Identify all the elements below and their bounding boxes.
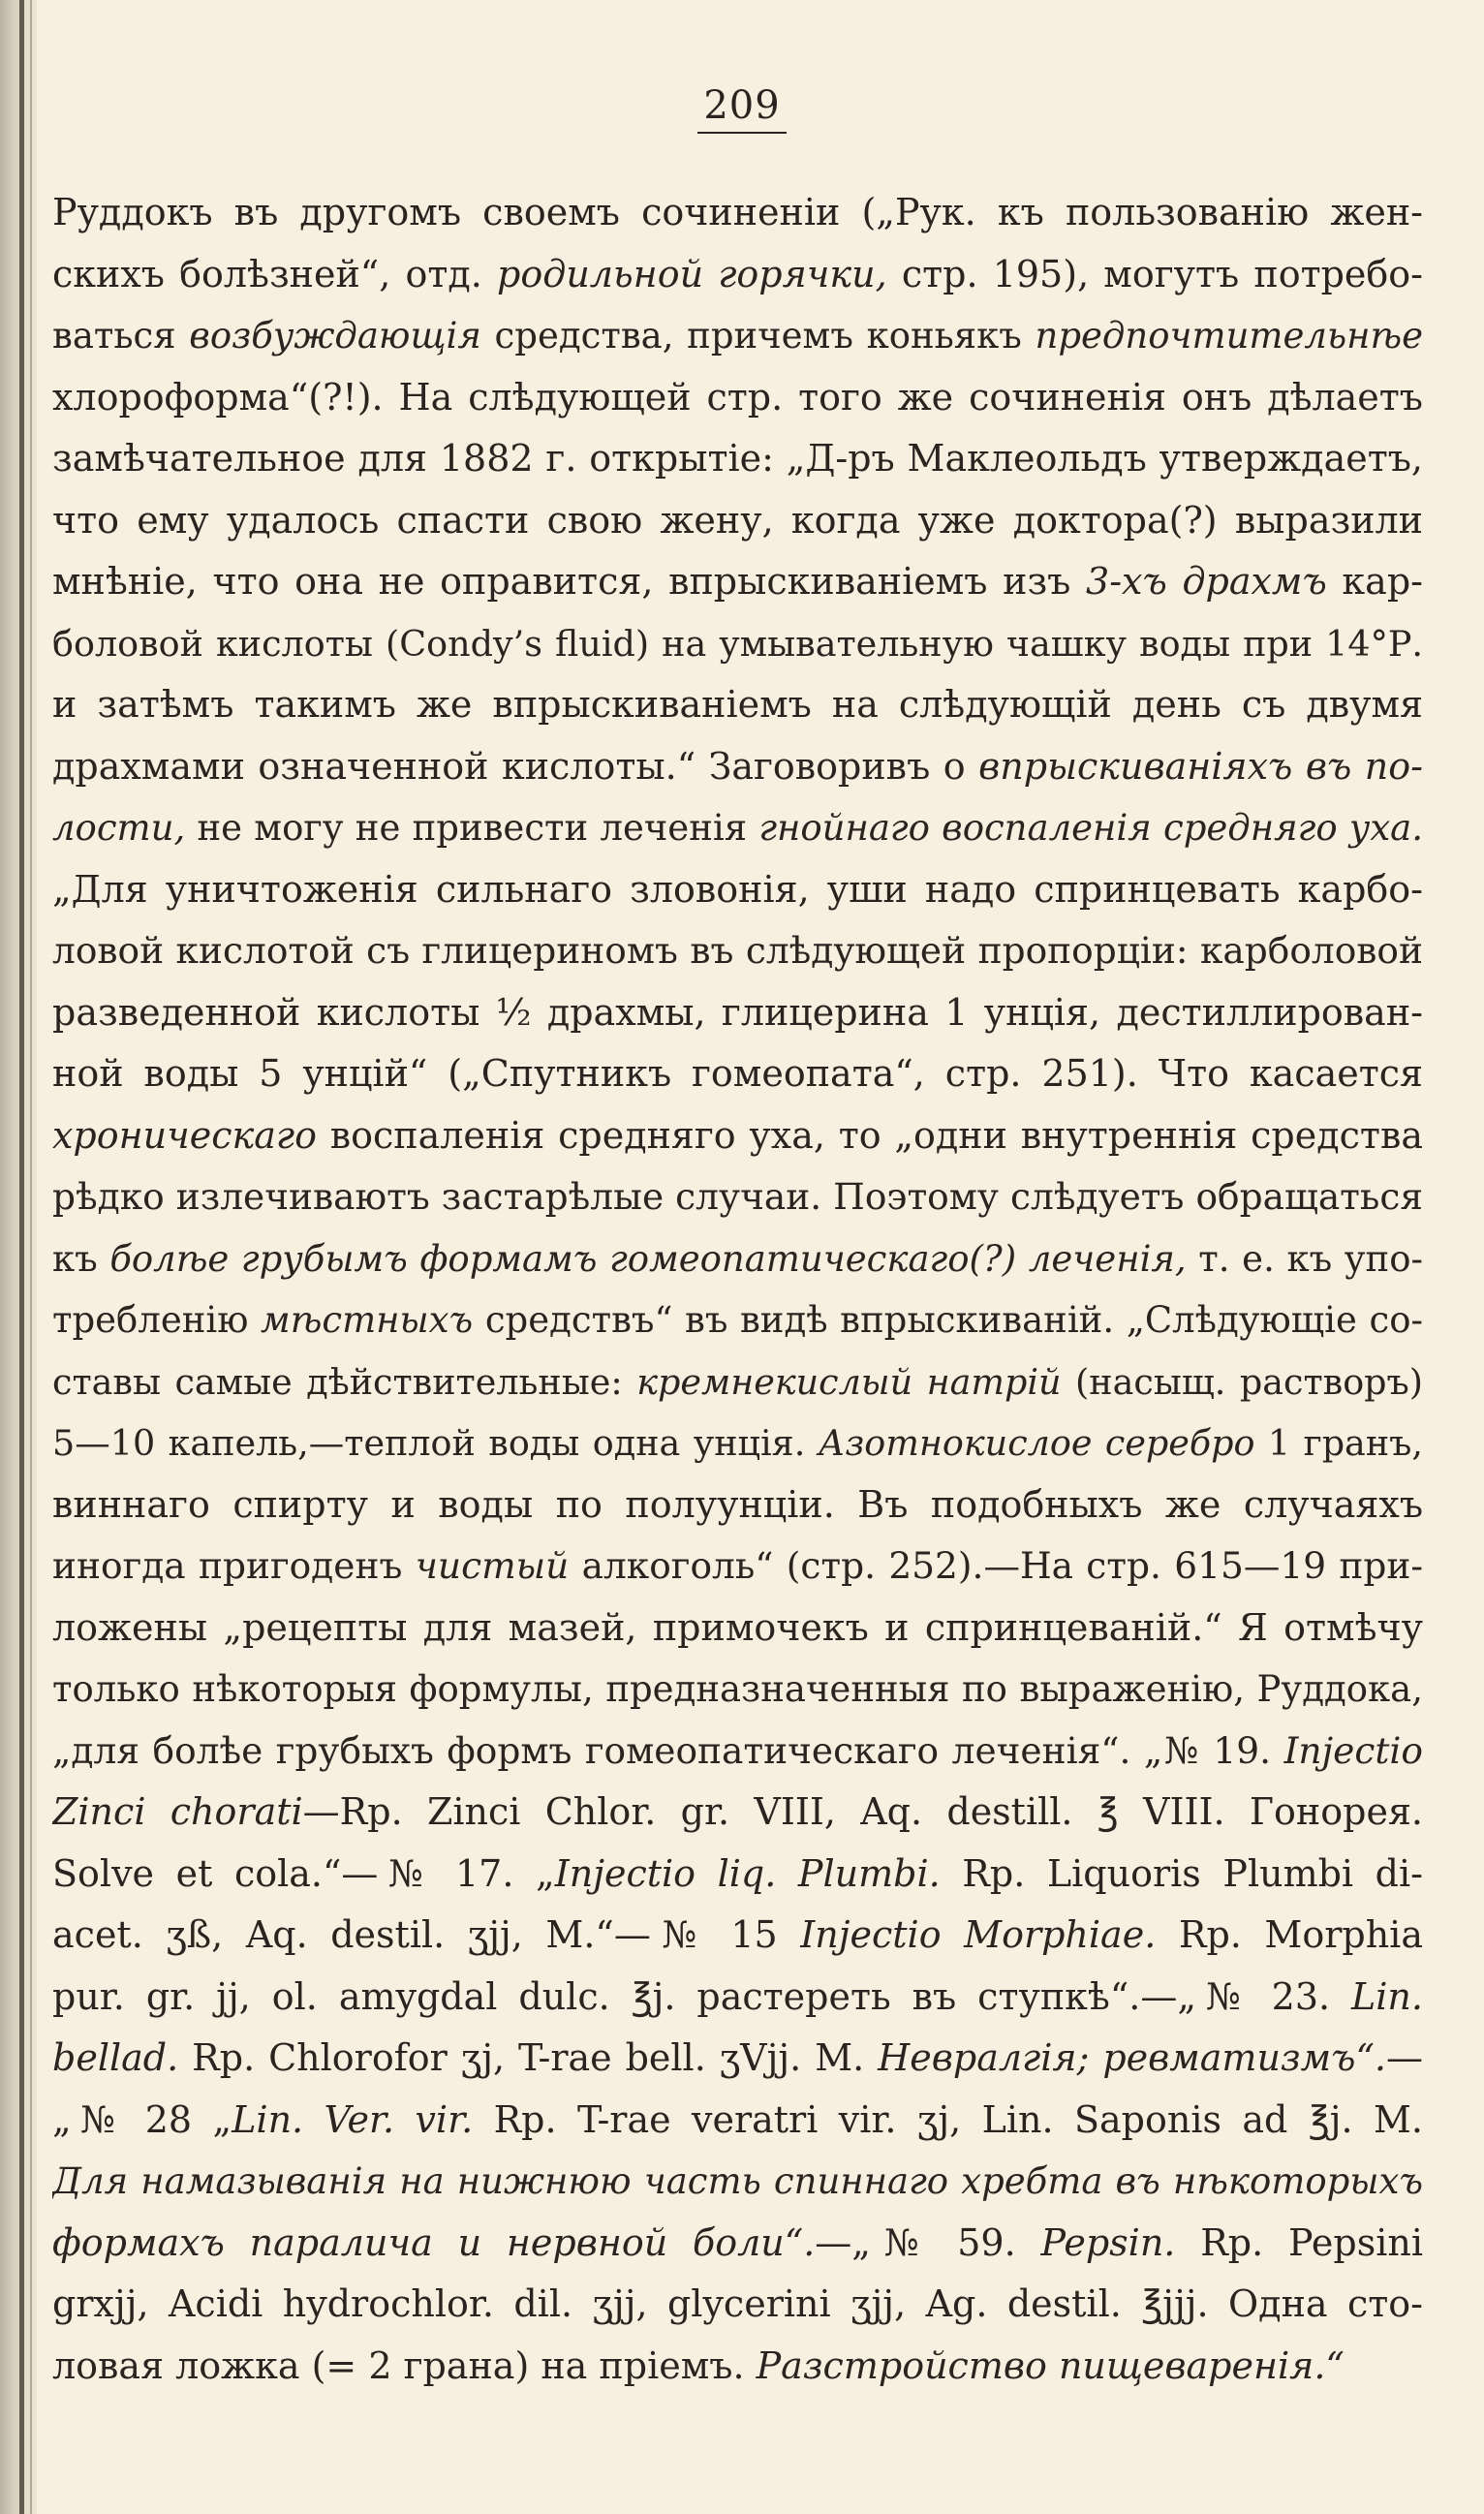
text-segment: Rp. T-rae veratri vir. ʒj, Lin. Saponis ad ℥j. M. xyxy=(473,2097,1423,2141)
text-segment: алкоголь“ (стр. 252).—На стр. 615—19 при- xyxy=(569,1544,1423,1587)
italic-text-segment: Injectio xyxy=(1283,1728,1423,1772)
body-text xyxy=(52,182,1423,2397)
italic-text-segment: мѣстныхъ xyxy=(261,1299,474,1341)
text-segment: ставы самые дѣйствительные: xyxy=(52,1360,637,1403)
text-line xyxy=(52,182,1423,244)
text-segment: ваться xyxy=(52,315,190,357)
text-segment: Rp. Liquoris Plumbi di- xyxy=(940,1851,1423,1895)
text-segment: воспаленія средняго уха, то „одни внутреннія средства xyxy=(316,1113,1423,1157)
text-segment: 1 гранъ, xyxy=(1254,1422,1423,1464)
text-line xyxy=(52,244,1423,306)
text-segment: и затѣмъ такимъ же впрыскиваніемъ на слѣдующій день съ двумя xyxy=(52,683,1423,726)
text-segment: ной воды 5 унцій“ („Спутникъ гомеопата“, стр. 251). Что касается xyxy=(52,1052,1423,1095)
text-segment: „№ 28 „ xyxy=(52,2097,232,2141)
binding-shadow-thin-line xyxy=(30,0,32,2514)
text-segment: ловой кислотой съ глицериномъ въ слѣдующей пропорціи: карболовой xyxy=(52,929,1423,972)
italic-text-segment: лости, xyxy=(52,807,186,849)
text-line xyxy=(52,2090,1423,2152)
italic-text-segment: Injectio liq. Plumbi. xyxy=(554,1851,941,1895)
italic-text-segment: bellad. xyxy=(52,2036,179,2079)
text-line xyxy=(52,2213,1423,2275)
text-segment: — xyxy=(1386,2036,1423,2079)
text-line xyxy=(52,1598,1423,1660)
italic-text-segment: болѣе грубымъ формамъ гомеопатическаго(?) леченія, xyxy=(109,1237,1187,1280)
text-segment: т. е. къ упо- xyxy=(1186,1237,1423,1280)
italic-text-segment: Zinci chorati xyxy=(52,1790,303,1833)
text-line xyxy=(52,1289,1423,1351)
italic-text-segment: родильной горячки, xyxy=(497,252,887,295)
binding-shadow-line xyxy=(19,0,24,2514)
text-line xyxy=(52,1105,1423,1167)
text-segment: къ xyxy=(52,1237,110,1280)
text-line xyxy=(52,1844,1423,1906)
italic-text-segment: чистый xyxy=(415,1544,570,1587)
text-segment: стр. 195), могутъ потребо- xyxy=(886,252,1423,295)
page-number: 209 xyxy=(697,83,786,134)
text-line xyxy=(52,1721,1423,1783)
text-line xyxy=(52,367,1423,429)
text-segment: ловая ложка (= 2 грана) на пріемъ. xyxy=(52,2343,757,2387)
italic-text-segment: Невралгія; ревматизмъ“. xyxy=(878,2036,1386,2079)
text-line xyxy=(52,2274,1423,2336)
text-segment: 5—10 капель,—теплой воды одна унція. xyxy=(52,1422,819,1464)
italic-text-segment: предпочтительнѣе xyxy=(1035,315,1423,357)
italic-text-segment: Lin. Ver. vir. xyxy=(232,2097,474,2141)
text-line xyxy=(52,859,1423,921)
text-line xyxy=(52,920,1423,982)
text-line xyxy=(52,1782,1423,1844)
text-line xyxy=(52,490,1423,552)
text-segment: скихъ болѣзней“, отд. xyxy=(52,252,498,295)
text-segment: Rp. Morphia xyxy=(1156,1913,1423,1956)
italic-text-segment: впрыскиваніяхъ въ по- xyxy=(978,744,1423,788)
text-line xyxy=(52,1659,1423,1721)
text-line xyxy=(52,305,1423,367)
text-segment: —Rp. Zinci Chlor. gr. VIII, Aq. destill. ℥ VIII. Гонорея. xyxy=(302,1790,1423,1833)
italic-text-segment: возбуждающія xyxy=(189,315,481,357)
text-segment: рѣдко излечиваютъ застарѣлые случаи. Поэтому слѣдуетъ обращаться xyxy=(52,1175,1423,1218)
page-number-container xyxy=(0,83,1484,128)
text-line xyxy=(52,1905,1423,1967)
text-segment: —„№ 59. xyxy=(815,2220,1041,2264)
text-segment: замѣчательное для 1882 г. открытіе: „Д-ръ Маклеольдъ утверждаетъ, xyxy=(52,437,1423,480)
text-line xyxy=(52,551,1423,613)
italic-text-segment: Разстройство пищеваренія.“ xyxy=(756,2343,1345,2387)
text-segment: „для болѣе грубыхъ формъ гомеопатическаго леченія“. „№ 19. xyxy=(52,1728,1284,1772)
text-line xyxy=(52,674,1423,736)
italic-text-segment: хроническаго xyxy=(52,1113,317,1157)
text-segment: требленію xyxy=(52,1299,262,1341)
text-segment: не могу не привести леченія xyxy=(185,807,759,849)
text-line xyxy=(52,2028,1423,2090)
text-line xyxy=(52,2151,1423,2213)
italic-text-segment: кремнекислый натрій xyxy=(636,1360,1062,1403)
text-line xyxy=(52,797,1423,859)
italic-text-segment: формахъ паралича и нервной боли“. xyxy=(52,2220,816,2264)
text-line xyxy=(52,1228,1423,1290)
text-segment: хлороформа“(?!). На слѣдующей стр. того же сочиненія онъ дѣлаетъ xyxy=(52,375,1423,419)
text-segment: (насыщ. растворъ) xyxy=(1061,1360,1423,1403)
text-segment: „Для уничтоженія сильнаго зловонія, уши надо спринцевать карбо- xyxy=(52,867,1423,911)
text-segment: pur. gr. jj, ol. amygdal dulc. ℥j. растереть въ ступкѣ“.—„№ 23. xyxy=(52,1974,1352,2018)
text-segment: кар- xyxy=(1326,560,1423,603)
text-segment: иногда пригоденъ xyxy=(52,1544,416,1587)
italic-text-segment: Lin. xyxy=(1351,1974,1423,2018)
text-segment: что ему удалось спасти свою жену, когда уже доктора(?) выразили xyxy=(52,498,1423,542)
text-line xyxy=(52,1967,1423,2029)
text-line xyxy=(52,2336,1423,2398)
text-segment: драхмами означенной кислоты.“ Заговоривъ о xyxy=(52,744,979,788)
text-segment: acet. ʒß, Aq. destil. ʒjj, M.“—№ 15 xyxy=(52,1913,801,1956)
italic-text-segment: гнойнаго воспаленія средняго уха. xyxy=(758,807,1423,849)
text-segment: grxjj, Acidi hydrochlor. dil. ʒjj, glycerini ʒjj, Ag. destil. ℥jjj. Одна сто- xyxy=(52,2282,1423,2325)
italic-text-segment: Pepsin. xyxy=(1040,2220,1176,2264)
text-segment: боловой кислоты (Condy’s fluid) на умывательную чашку воды при 14°Р. xyxy=(52,622,1423,665)
text-segment: ложены „рецепты для мазей, примочекъ и спринцеваній.“ Я отмѣчу xyxy=(52,1605,1423,1649)
text-segment: Solve et cola.“—№ 17. „ xyxy=(52,1851,555,1895)
text-line xyxy=(52,428,1423,490)
text-segment: только нѣкоторыя формулы, предназначенныя по выраженію, Руддока, xyxy=(52,1668,1423,1710)
italic-text-segment: Для намазыванія на нижнюю часть спиннаго хребта въ нѣкоторыхъ xyxy=(52,2160,1423,2202)
text-line xyxy=(52,1351,1423,1413)
text-segment: средства, причемъ коньякъ xyxy=(480,315,1036,357)
italic-text-segment: Injectio Morphiae. xyxy=(800,1913,1157,1956)
text-segment: мнѣніе, что она не оправится, впрыскиваніемъ изъ xyxy=(52,560,1087,603)
text-line xyxy=(52,982,1423,1044)
text-line xyxy=(52,1536,1423,1598)
text-line xyxy=(52,1412,1423,1474)
italic-text-segment: Азотнокислое серебро xyxy=(818,1422,1255,1464)
text-segment: Rp. Chlorofor ʒj, T-rae bell. ʒVjj. M. xyxy=(178,2036,879,2079)
text-line xyxy=(52,736,1423,798)
text-segment: разведенной кислоты ½ драхмы, глицерина 1 унція, дестиллирован- xyxy=(52,990,1423,1034)
text-segment: Руддокъ въ другомъ своемъ сочиненіи („Рук. къ пользованію жен- xyxy=(52,191,1423,233)
text-line xyxy=(52,1166,1423,1228)
text-line xyxy=(52,1474,1423,1536)
text-segment: Rp. Pepsini xyxy=(1175,2220,1423,2264)
text-segment: средствъ“ въ видѣ впрыскиваній. „Слѣдующіе со- xyxy=(473,1299,1423,1341)
text-segment: виннаго спирту и воды по полуунціи. Въ подобныхъ же случаяхъ xyxy=(52,1482,1423,1526)
text-line xyxy=(52,613,1423,675)
text-line xyxy=(52,1043,1423,1105)
italic-text-segment: 3-хъ драхмъ xyxy=(1086,560,1327,603)
